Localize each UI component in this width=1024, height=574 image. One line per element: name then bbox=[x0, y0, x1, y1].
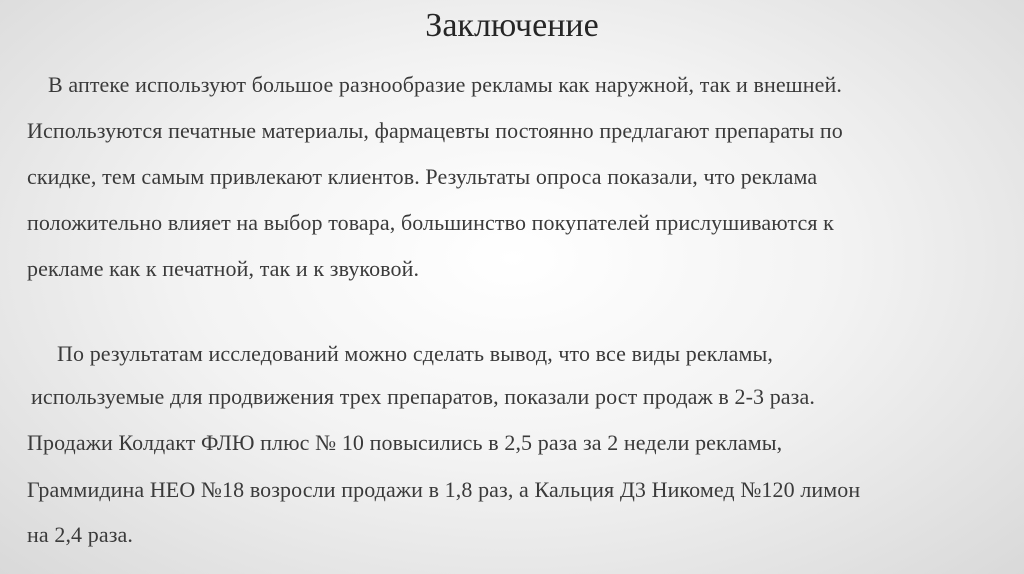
paragraph-line: рекламе как к печатной, так и к звуковой. bbox=[27, 256, 420, 281]
paragraph-line: Используются печатные материалы, фармацевты постоянно предлагают препараты по bbox=[27, 118, 843, 143]
paragraph-line: Продажи Колдакт ФЛЮ плюс № 10 повысились в 2,5 раза за 2 недели рекламы, bbox=[27, 430, 783, 455]
paragraph-line: на 2,4 раза. bbox=[27, 522, 133, 547]
paragraph-line: По результатам исследований можно сделать вывод, что все виды рекламы, bbox=[57, 341, 773, 366]
paragraph-line: В аптеке используют большое разнообразие рекламы как наружной, так и внешней. bbox=[48, 72, 842, 97]
paragraph-line: скидке, тем самым привлекают клиентов. Результаты опроса показали, что реклама bbox=[27, 164, 818, 189]
paragraph-line: используемые для продвижения трех препаратов, показали рост продаж в 2-3 раза. bbox=[31, 384, 815, 409]
paragraph-line: Граммидина НЕО №18 возросли продажи в 1,8 раз, а Кальция Д3 Никомед №120 лимон bbox=[27, 477, 861, 502]
slide-title: Заключение bbox=[425, 7, 599, 44]
paragraph-line: положительно влияет на выбор товара, большинство покупателей прислушиваются к bbox=[27, 210, 834, 235]
